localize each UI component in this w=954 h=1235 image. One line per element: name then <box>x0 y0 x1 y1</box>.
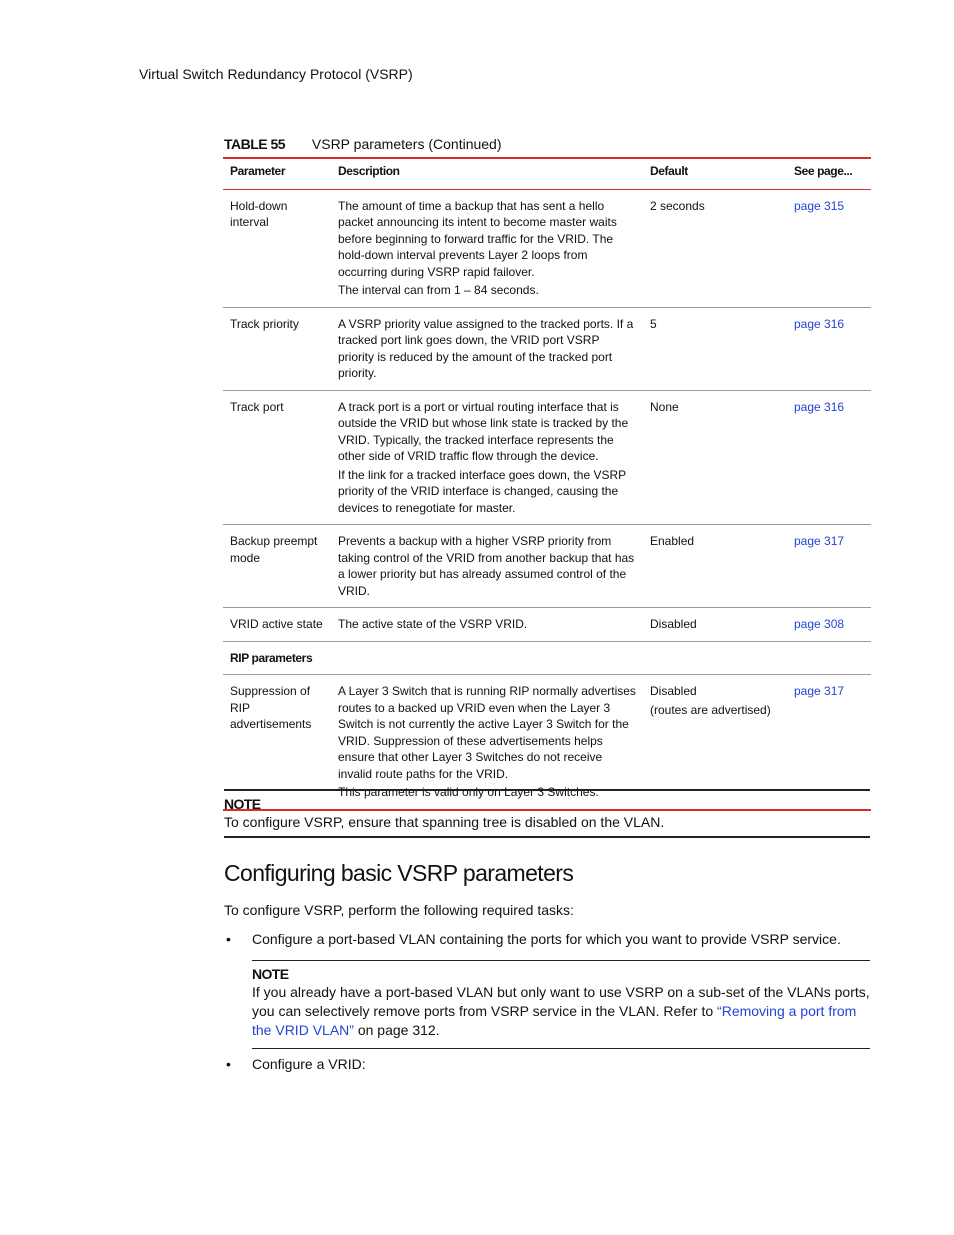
page-link[interactable]: page 317 <box>794 534 845 548</box>
description-paragraph: This parameter is valid only on Layer 3 Switches. <box>338 785 599 799</box>
description-paragraph: A Layer 3 Switch that is running RIP normally advertises routes to a backed up VRID even when the Layer 3 Switch is not currently the active Layer 3 Switch for the VRID. Suppression of these advertisements helps ensure that other Layer 3 Switches do not receive invalid route paths for the VRID. <box>338 684 636 781</box>
description-cell <box>331 525 643 608</box>
default-cell <box>643 390 787 525</box>
description-paragraph: If the link for a tracked interface goes down, the VSRP priority of the VRID interface is changed, causing the devices to renegotiate for master. <box>338 467 626 515</box>
default-cell <box>643 608 787 642</box>
parameter-cell: VRID active state <box>223 608 331 642</box>
bullet-item <box>226 931 841 947</box>
note-label: NOTE <box>224 796 261 812</box>
bullet-text: Configure a port-based VLAN containing the ports for which you want to provide VSRP service. <box>252 931 841 947</box>
table-row <box>223 608 871 642</box>
page-link[interactable]: page 315 <box>794 198 845 213</box>
cross-reference-link[interactable]: “Removing a port from the VRID VLAN” <box>252 1003 857 1038</box>
description-paragraph: Prevents a backup with a higher VSRP priority from taking control of the VRID from another backup that has a lower priority but has already assumed control of the VRID. <box>338 534 635 598</box>
table-row <box>223 525 871 608</box>
intro-paragraph: To configure VSRP, perform the following required tasks: <box>224 902 574 918</box>
column-header-see-page: See page... <box>787 158 871 189</box>
vsrp-parameters-table <box>223 157 871 811</box>
see-page-cell <box>787 525 871 608</box>
table-caption <box>224 136 502 152</box>
page-link[interactable]: page 308 <box>794 617 845 631</box>
parameter-cell: Backup preempt mode <box>223 525 331 608</box>
note-text-before: If you already have a port-based VLAN but only want to use VSRP on a sub-set of the VLANs ports, you can selectively remove ports from VSRP service in the VLAN. Refer to <box>252 984 870 1019</box>
default-cell <box>643 525 787 608</box>
default-value: Disabled <box>650 617 697 631</box>
default-value: 5 <box>650 316 657 331</box>
note-label: NOTE <box>252 966 289 982</box>
description-cell <box>331 608 643 642</box>
note-box <box>252 960 870 1049</box>
page-link[interactable]: page 316 <box>794 399 845 414</box>
note-text-after: on page 312. <box>353 1022 440 1038</box>
description-paragraph: A track port is a port or virtual routing interface that is outside the VRID but whose link state is tracked by the VRID. Typically, the tracked interface represents the other side of VRID traffic flow through the device. <box>338 399 629 463</box>
bullet-glyph: • <box>226 931 231 947</box>
description-cell <box>331 189 643 307</box>
default-value: Disabled <box>650 684 697 698</box>
page-link[interactable]: page 316 <box>794 316 845 331</box>
note-text: To configure VSRP, ensure that spanning tree is disabled on the VLAN. <box>224 814 665 830</box>
table-title: VSRP parameters (Continued) <box>311 136 502 152</box>
see-page-cell <box>787 189 871 307</box>
bullet-text: Configure a VRID: <box>252 1056 366 1072</box>
parameter-cell: Hold-down interval <box>223 189 331 307</box>
default-value-note: (routes are advertised) <box>650 702 771 717</box>
parameter-cell: Suppression of RIP advertisements <box>230 684 312 731</box>
default-value: None <box>650 399 679 414</box>
note-text <box>252 984 870 1038</box>
default-value: 2 seconds <box>650 198 705 213</box>
table-row <box>223 189 871 307</box>
default-cell <box>643 307 787 390</box>
table-section-row <box>223 641 871 675</box>
running-header: Virtual Switch Redundancy Protocol (VSRP) <box>139 66 413 82</box>
table-number: TABLE 55 <box>224 136 286 152</box>
section-heading: Configuring basic VSRP parameters <box>224 860 574 886</box>
column-header-default: Default <box>643 158 787 189</box>
bullet-item <box>226 1056 366 1072</box>
table-header-row <box>223 158 871 189</box>
parameter-cell: Track port <box>223 390 331 525</box>
parameter-cell: Track priority <box>223 307 331 390</box>
description-paragraph: The active state of the VSRP VRID. <box>338 617 528 631</box>
see-page-cell <box>787 608 871 642</box>
table-row <box>223 307 871 390</box>
description-cell <box>331 307 643 390</box>
column-header-parameter: Parameter <box>223 158 331 189</box>
see-page-cell <box>787 307 871 390</box>
default-value: Enabled <box>650 534 695 548</box>
table-row <box>223 390 871 525</box>
default-cell <box>643 189 787 307</box>
page-link[interactable]: page 317 <box>794 684 845 698</box>
description-cell <box>331 390 643 525</box>
note-box <box>224 789 870 838</box>
description-paragraph: The amount of time a backup that has sent a hello packet announcing its intent to become master waits before beginning to forward traffic for the VRID. The hold-down interval prevents Layer 2 loops from occurring during VSRP rapid failover. <box>338 198 617 279</box>
column-header-description: Description <box>331 158 643 189</box>
rip-parameters-heading: RIP parameters <box>223 641 871 675</box>
description-paragraph: The interval can from 1 – 84 seconds. <box>338 283 539 297</box>
see-page-cell <box>787 390 871 525</box>
bullet-glyph: • <box>226 1056 231 1072</box>
description-paragraph: A VSRP priority value assigned to the tracked ports. If a tracked port link goes down, the VRID port VSRP priority is reduced by the amount of the tracked port priority. <box>338 316 634 380</box>
